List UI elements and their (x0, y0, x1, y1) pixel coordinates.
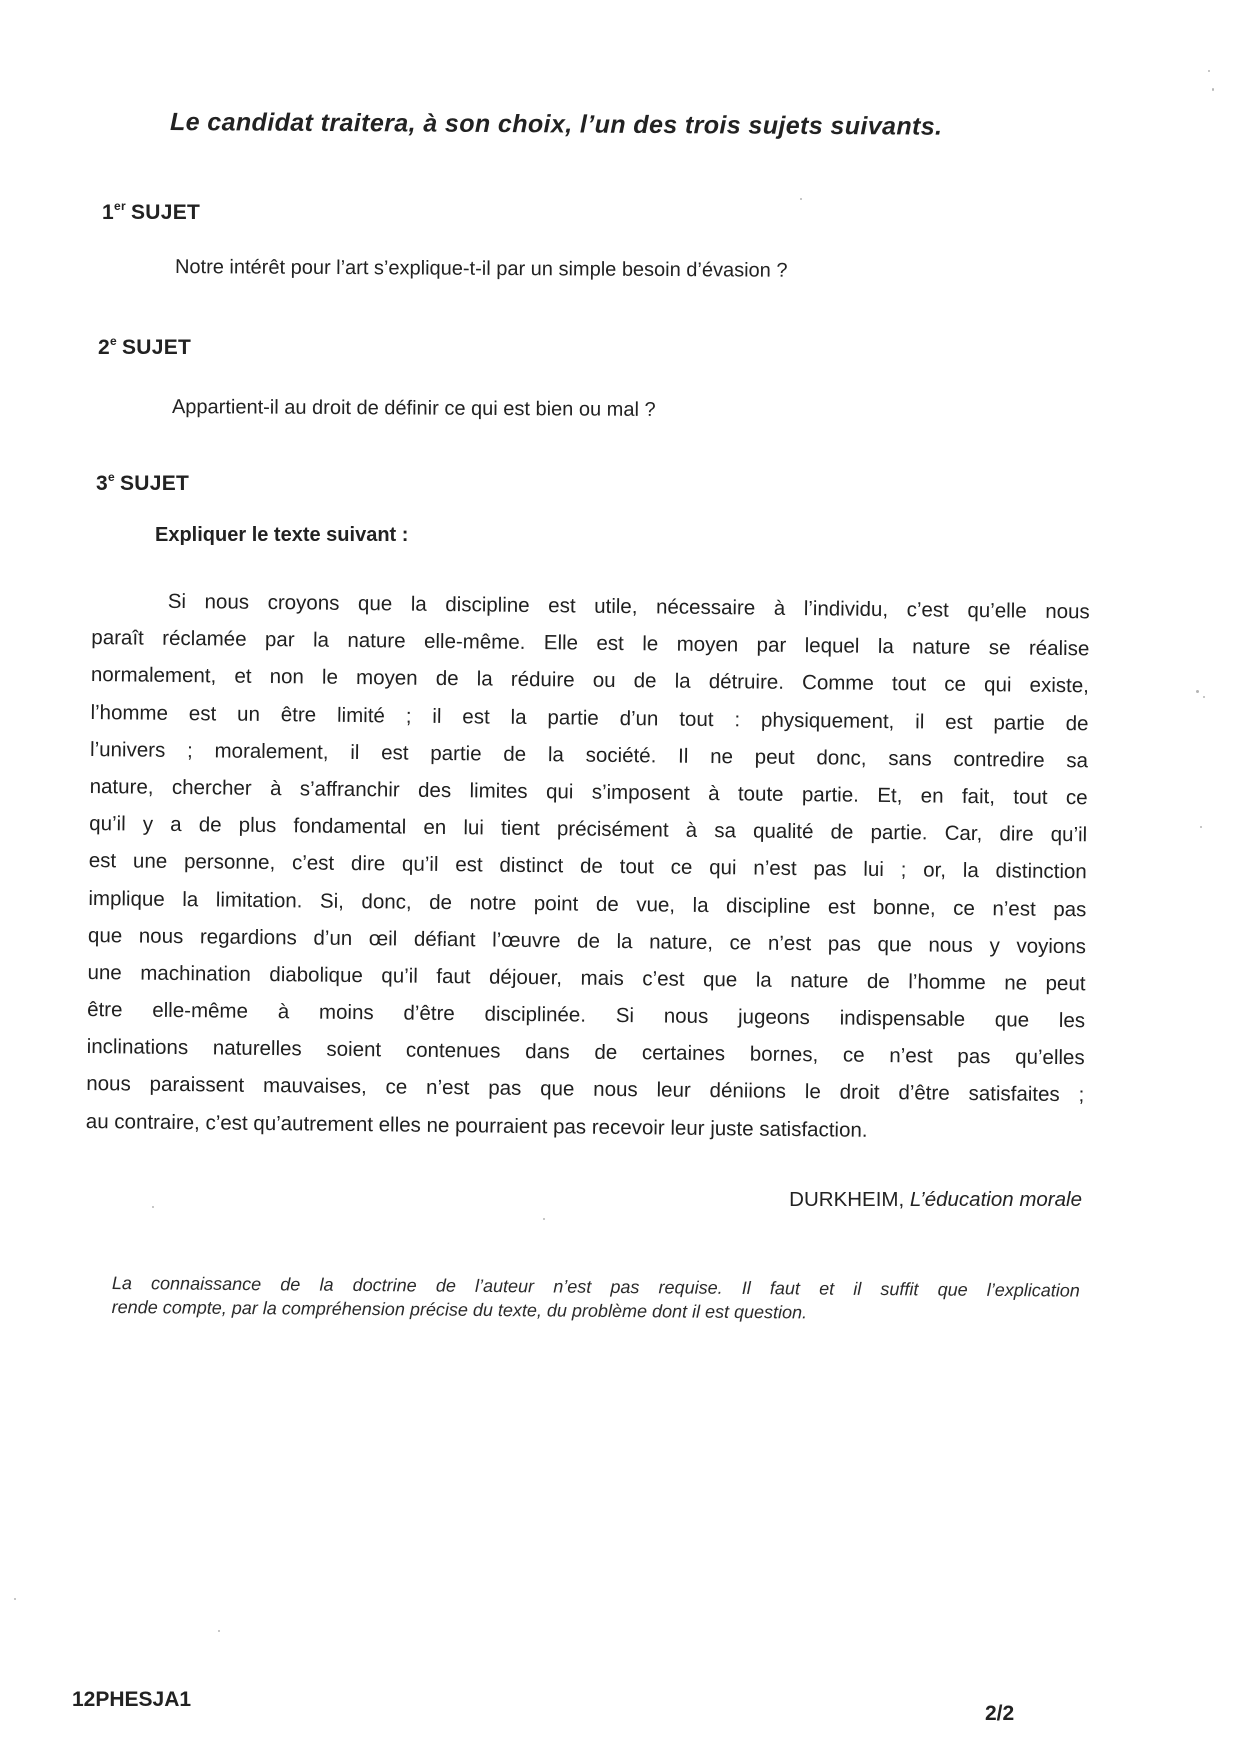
scan-speck (1208, 70, 1210, 72)
text-line: l’homme est un être limité ; il est la partie d’un tout : physiquement, il est partie de (90, 700, 1089, 735)
text-line: implique la limitation. Si, donc, de notre point de vue, la discipline est bonne, ce n’est pas (88, 886, 1087, 921)
instruction-heading: Le candidat traitera, à son choix, l’un des trois sujets suivants. (169, 108, 943, 141)
text-line: paraît réclamée par la nature elle-même. Elle est le moyen par lequel la nature se réalise (91, 626, 1090, 661)
sujet-2-number: 2 (98, 336, 110, 359)
explain-heading: Expliquer le texte suivant : (155, 524, 409, 546)
text-line: nous paraissent mauvaises, ce n’est pas que nous leur déniions le droit d’être satisfaites ; (86, 1072, 1085, 1107)
sujet-3-number: 3 (96, 472, 108, 495)
text-line: inclinations naturelles soient contenues dans de certaines bornes, ce n’est pas qu’elles (86, 1035, 1085, 1070)
scan-speck (1203, 696, 1205, 698)
sujet-1-question: Notre intérêt pour l’art s’explique-t-il par un simple besoin d’évasion ? (174, 256, 788, 282)
page-number: 2/2 (985, 1702, 1015, 1725)
text-line: l’univers ; moralement, il est partie de la société. Il ne peut donc, sans contredire sa (89, 737, 1089, 773)
citation-work: L’éducation morale (909, 1188, 1082, 1211)
explanation-note (112, 1271, 1080, 1327)
sujet-2-heading (98, 334, 191, 360)
scan-speck (1196, 690, 1199, 693)
scan-speck (1200, 826, 1202, 828)
scan-speck (152, 1206, 154, 1208)
citation (789, 1188, 1082, 1212)
sujet-3-suffix: e (107, 470, 115, 484)
text-line: que nous regardions d’un œil défiant l’œuvre de la nature, ce n’est pas que nous y voyions (87, 923, 1087, 958)
sujet-1-label: SUJET (130, 201, 201, 224)
sujet-2-label: SUJET (121, 336, 192, 359)
subject-code: 12PHESJA1 (72, 1688, 192, 1711)
text-line: est une personne, c’est dire qu’il est distinct de tout ce qui n’est pas lui ; or, la distinction (88, 849, 1087, 884)
scan-speck (1212, 88, 1214, 91)
text-line: être elle-même à moins d’être disciplinée. Si nous jugeons indispensable que les (87, 998, 1086, 1033)
note-line: La connaissance de la doctrine de l’auteur n’est pas requise. Il faut et il suffit que l’explication (111, 1272, 1080, 1301)
sujet-3-label: SUJET (119, 472, 190, 495)
durkheim-text (86, 582, 1090, 1151)
scan-speck (543, 1218, 545, 1220)
sujet-1-heading (102, 199, 200, 225)
sujet-2-suffix: e (109, 334, 117, 348)
note-line: rende compte, par la compréhension précise du texte, du problème dont il est question. (111, 1296, 808, 1323)
text-line: nature, chercher à s’affranchir des limites qui s’imposent à toute partie. Et, en fait, tout ce (89, 774, 1088, 810)
sujet-1-suffix: er (113, 199, 126, 213)
citation-author: DURKHEIM, (789, 1188, 905, 1211)
scan-speck (800, 198, 802, 200)
scan-speck (14, 1598, 16, 1600)
sujet-3-heading (96, 470, 189, 496)
text-line: qu’il y a de plus fondamental en lui tient précisément à sa qualité de partie. Car, dire qu’il (89, 812, 1088, 847)
text-line: une machination diabolique qu’il faut déjouer, mais c’est que la nature de l’homme ne peut (87, 960, 1086, 996)
text-line: au contraire, c’est qu’autrement elles ne pourraient pas recevoir leur juste satisfaction. (85, 1109, 868, 1142)
sujet-1-number: 1 (102, 201, 114, 224)
sujet-2-question: Appartient-il au droit de définir ce qui est bien ou mal ? (171, 396, 656, 421)
scan-speck (218, 1630, 220, 1632)
text-line: normalement, et non le moyen de la réduire ou de la détruire. Comme tout ce qui existe, (90, 663, 1090, 698)
text-line: Si nous croyons que la discipline est utile, nécessaire à l’individu, c’est qu’elle nous (167, 589, 1090, 624)
